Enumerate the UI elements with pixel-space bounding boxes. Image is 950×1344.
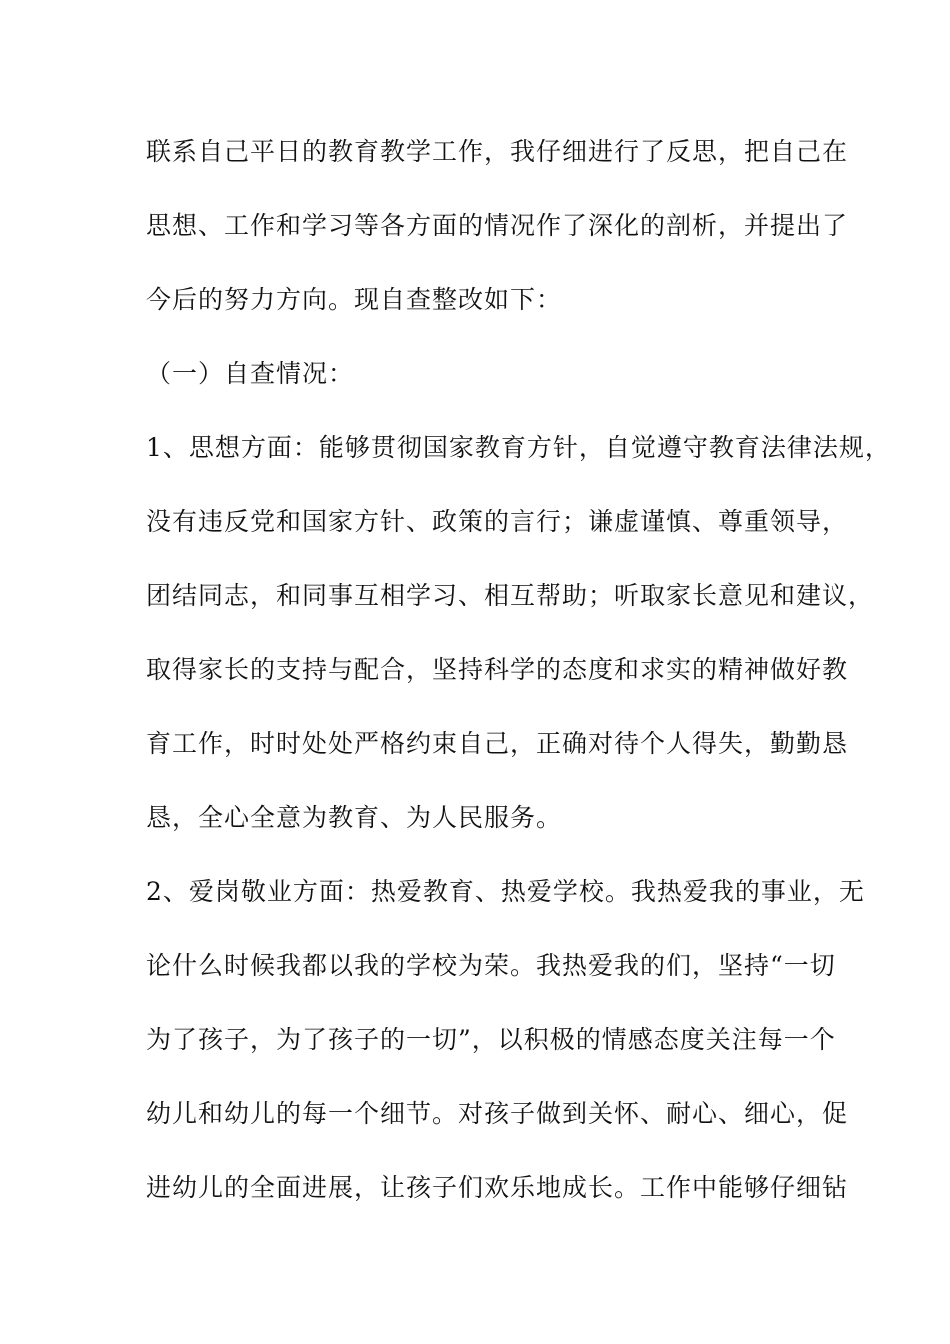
text-line: 论什么时候我都以我的学校为荣。我热爱我的们，坚持“一切	[146, 951, 836, 980]
text-line: 育工作，时时处处严格约束自己，正确对待个人得失，勤勤恳	[146, 729, 849, 758]
text-line: 1、思想方面：能够贯彻国家教育方针，自觉遵守教育法律法规，	[146, 433, 891, 462]
text-line: 为了孩子，为了孩子的一切”，以积极的情感态度关注每一个	[146, 1025, 836, 1054]
text-line: 联系自己平日的教育教学工作，我仔细进行了反思，把自己在	[146, 137, 849, 166]
text-line: 取得家长的支持与配合，坚持科学的态度和求实的精神做好教	[146, 655, 849, 684]
text-line: 2、爱岗敬业方面：热爱教育、热爱学校。我热爱我的事业，无	[146, 877, 865, 906]
text-line: 思想、工作和学习等各方面的情况作了深化的剖析，并提出了	[146, 211, 849, 240]
text-line: 团结同志，和同事互相学习、相互帮助；听取家长意见和建议，	[146, 581, 875, 610]
text-line: 今后的努力方向。现自查整改如下：	[146, 285, 563, 314]
text-line: 没有违反党和国家方针、政策的言行；谦虚谨慎、尊重领导，	[146, 507, 849, 536]
section-heading: （一）自查情况：	[146, 359, 355, 388]
text-line: 幼儿和幼儿的每一个细节。对孩子做到关怀、耐心、细心，促	[146, 1099, 849, 1128]
text-line: 恳，全心全意为教育、为人民服务。	[146, 803, 563, 832]
text-line: 进幼儿的全面进展，让孩子们欢乐地成长。工作中能够仔细钻	[146, 1173, 849, 1202]
